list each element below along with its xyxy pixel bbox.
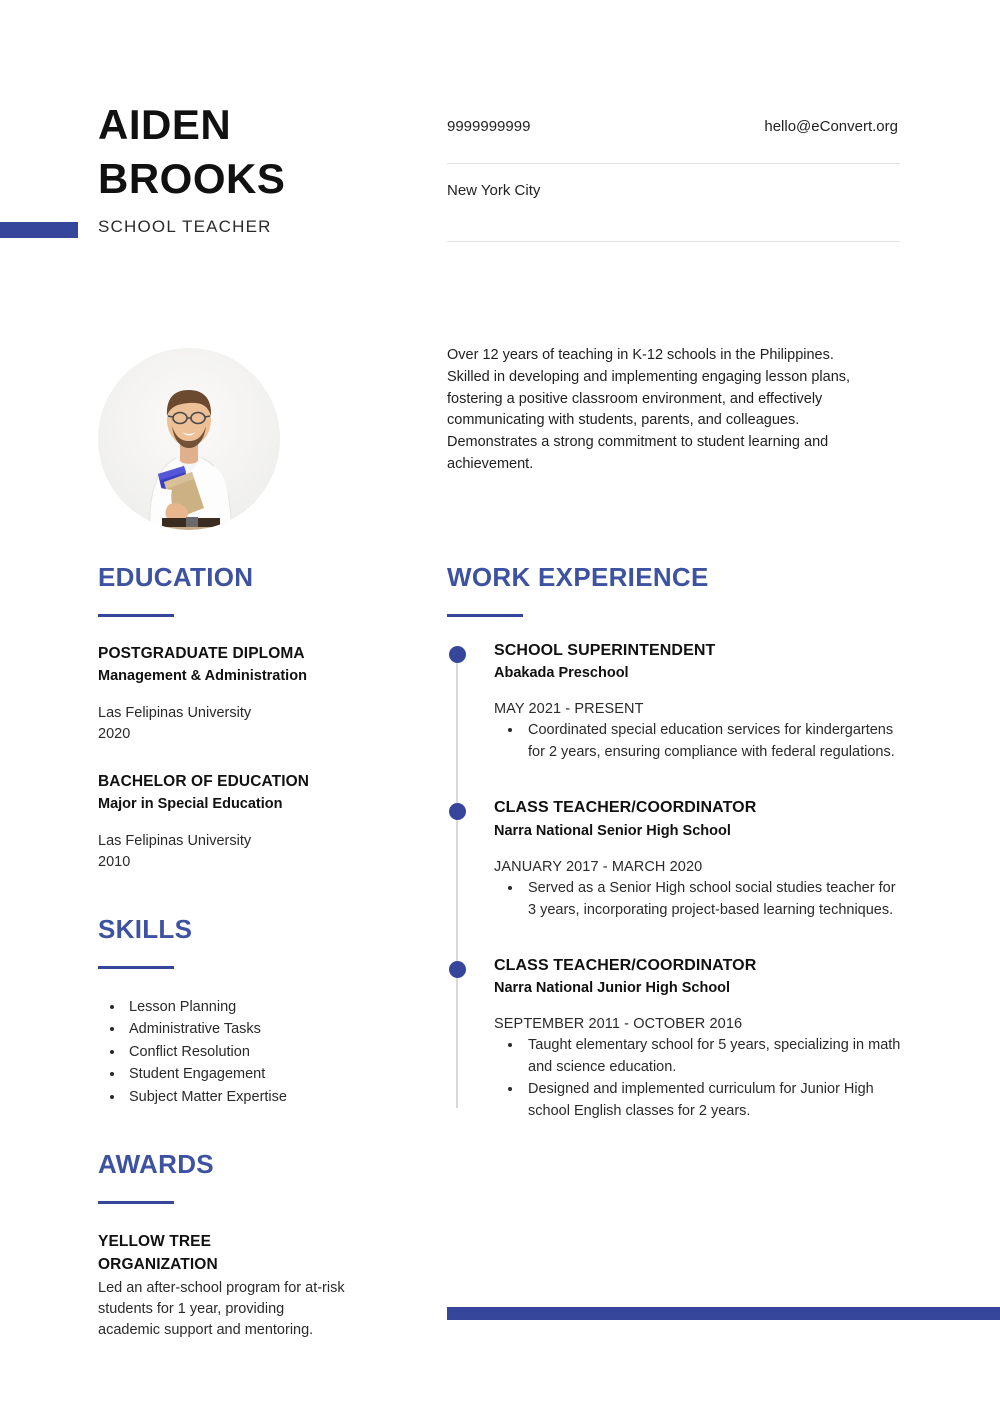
education-heading: EDUCATION [98, 562, 254, 592]
job-company: Narra National Senior High School [494, 822, 731, 839]
profile-photo [98, 348, 280, 530]
timeline-dot-icon [449, 961, 466, 978]
education-major: Major in Special Education [98, 795, 283, 812]
education-item [98, 644, 398, 745]
work-experience-item [494, 797, 902, 920]
education-major: Management & Administration [98, 667, 307, 684]
contact-phone[interactable]: 9999999999 [447, 118, 531, 135]
education-school: Las Felipinas University [98, 832, 252, 849]
list-item: • Subject Matter Expertise [125, 1086, 398, 1108]
contact-row-location [447, 164, 900, 241]
education-heading-rule [98, 614, 174, 617]
skills-heading: SKILLS [98, 913, 193, 944]
awards-heading: AWARDS [98, 1149, 214, 1180]
timeline-dot-icon [449, 803, 466, 820]
job-bullets [494, 1034, 902, 1122]
job-bullets [494, 877, 902, 921]
first-name: AIDEN [98, 101, 232, 148]
list-item: • Taught elementary school for 5 years, specializing in math and science education. [523, 1034, 902, 1078]
education-year: 2020 [98, 725, 131, 742]
skills-heading-rule [98, 966, 174, 969]
work-experience-heading-rule [447, 614, 523, 617]
job-dates: MAY 2021 - PRESENT [494, 701, 644, 718]
list-item: • Lesson Planning [125, 996, 398, 1018]
work-experience-timeline [447, 640, 902, 1122]
job-company: Abakada Preschool [494, 665, 629, 682]
education-degree: BACHELOR OF EDUCATION [98, 772, 310, 790]
list-item: • Designed and implemented curriculum for Junior High school English classes for 2 years. [523, 1078, 902, 1122]
job-company: Narra National Junior High School [494, 980, 731, 997]
timeline-line [456, 652, 458, 1108]
contact-email[interactable]: hello@eConvert.org [764, 118, 898, 135]
job-role: SCHOOL SUPERINTENDENT [494, 642, 716, 659]
award-name: YELLOW TREE ORGANIZATION [98, 1233, 218, 1273]
job-role: CLASS TEACHER/COORDINATOR [494, 956, 757, 974]
list-item: • Conflict Resolution [125, 1041, 398, 1063]
list-item: • Coordinated special education services for kindergartens for 2 years, ensuring compliance with federal regulations. [523, 719, 902, 763]
contact-row-primary [447, 118, 900, 163]
job-role: CLASS TEACHER/COORDINATOR [494, 799, 757, 817]
awards-heading-rule [98, 1201, 174, 1204]
contact-location: New York City [447, 182, 541, 199]
list-item: • Administrative Tasks [125, 1018, 398, 1040]
award-description: Led an after-school program for at-risk students for 1 year, providing academic support and mentoring. [98, 1280, 345, 1339]
header-job-title: SCHOOL TEACHER [98, 216, 272, 236]
education-year: 2010 [98, 853, 131, 870]
job-dates: SEPTEMBER 2011 - OCTOBER 2016 [494, 1016, 743, 1033]
header-accent-bar [0, 222, 78, 238]
right-column [447, 562, 902, 1122]
list-item: • Student Engagement [125, 1063, 398, 1085]
name-block [98, 98, 428, 237]
last-name: BROOKS [98, 154, 286, 202]
job-bullets [494, 719, 902, 763]
awards-section [98, 1149, 398, 1341]
work-experience-item [494, 640, 902, 763]
skills-list [98, 996, 398, 1108]
education-school: Las Felipinas University [98, 704, 252, 721]
work-experience-heading: WORK EXPERIENCE [447, 562, 709, 592]
footer-accent-bar [447, 1307, 1000, 1320]
education-item [98, 772, 398, 873]
work-experience-item [494, 955, 902, 1123]
timeline-dot-icon [449, 646, 466, 663]
job-dates: JANUARY 2017 - MARCH 2020 [494, 858, 703, 875]
skills-section [98, 914, 398, 1108]
contact-block [447, 118, 900, 242]
profile-photo-illustration [98, 348, 280, 530]
list-item: • Served as a Senior High school social studies teacher for 3 years, incorporating project-based learning techniques. [523, 877, 902, 921]
left-column [98, 562, 398, 1341]
education-section [98, 562, 398, 873]
profile-summary: Over 12 years of teaching in K-12 schools in the Philippines. Skilled in developing and implementing engaging lesson plans, fostering a positive classroom environment, and effectively communicating with students, parents, and colleagues. Demonstrates a strong commitment to student learning and achievement. [447, 347, 851, 472]
contact-divider-bottom [447, 241, 900, 242]
education-degree: POSTGRADUATE DIPLOMA [98, 645, 305, 662]
